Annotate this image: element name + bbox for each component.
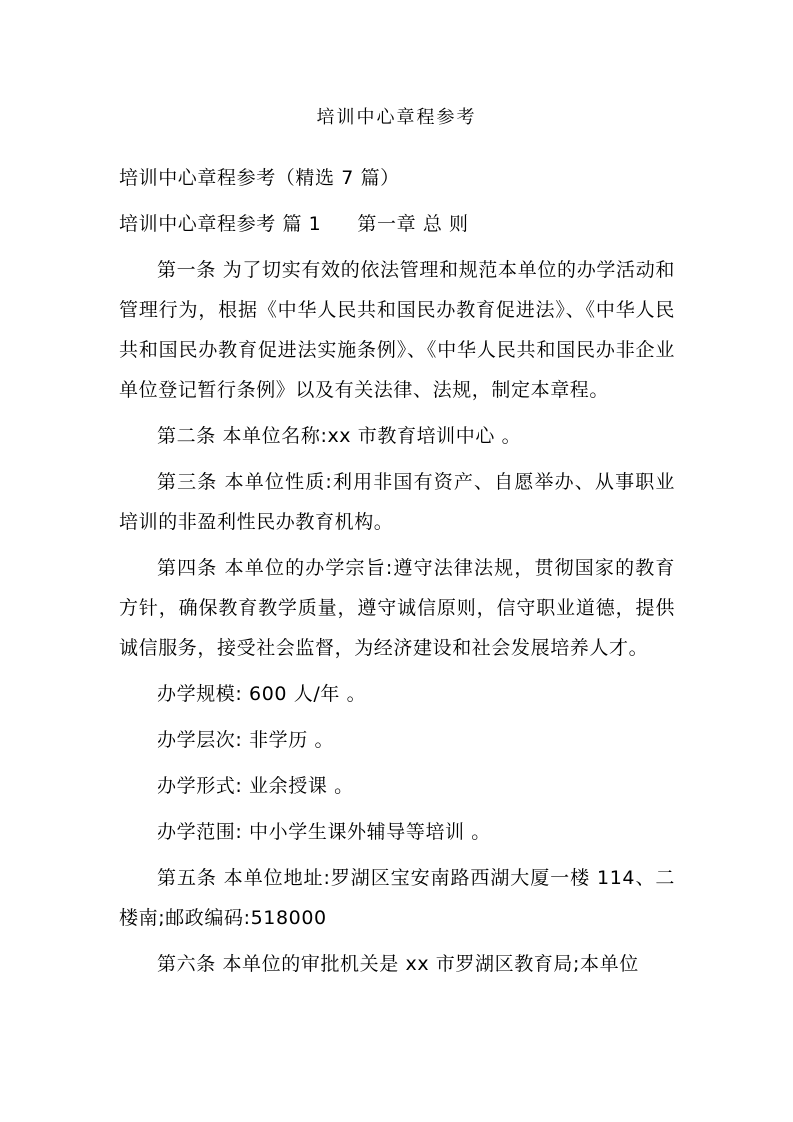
- document-body: [119, 158, 675, 990]
- paragraph-article-1: 第一条 为了切实有效的依法管理和规范本单位的办学活动和管理行为，根据《中华人民共和国民办教育促进法》、《中华人民共和国民办教育促进法实施条例》、《中华人民共和国民办非企业单位登记暂行条例》以及有关法律、法规，制定本章程。: [119, 259, 675, 401]
- paragraph-scope: 办学范围: 中小学生课外辅导等培训 。: [157, 821, 491, 843]
- document-subtitle: 培训中心章程参考（精选 7 篇）: [119, 167, 400, 189]
- paragraph-article-2: 第二条 本单位名称:xx 市教育培训中心 。: [157, 425, 522, 447]
- document-title: 培训中心章程参考: [316, 107, 477, 128]
- paragraph-scale: 办学规模: 600 人/年 。: [157, 683, 367, 705]
- paragraph-form: 办学形式: 业余授课 。: [157, 775, 354, 797]
- paragraph-level: 办学层次: 非学历 。: [157, 729, 335, 751]
- paragraph-article-3: 第三条 本单位性质:利用非国有资产、自愿举办、从事职业培训的非盈利性民办教育机构。: [119, 471, 675, 533]
- paragraph-article-4: 第四条 本单位的办学宗旨:遵守法律法规，贯彻国家的教育方针，确保教育教学质量，遵守诚信原则，信守职业道德，提供诚信服务，接受社会监督，为经济建设和社会发展培养人才。: [119, 557, 675, 659]
- chapter-title: 第一章 总 则: [357, 213, 469, 235]
- section-heading: [119, 204, 675, 244]
- section-part-label: 培训中心章程参考 篇 1: [119, 213, 322, 235]
- paragraph-article-6: 第六条 本单位的审批机关是 xx 市罗湖区教育局;本单位: [157, 953, 639, 975]
- paragraph-article-5: 第五条 本单位地址:罗湖区宝安南路西湖大厦一楼 114、二楼南;邮政编码:518000: [119, 867, 675, 929]
